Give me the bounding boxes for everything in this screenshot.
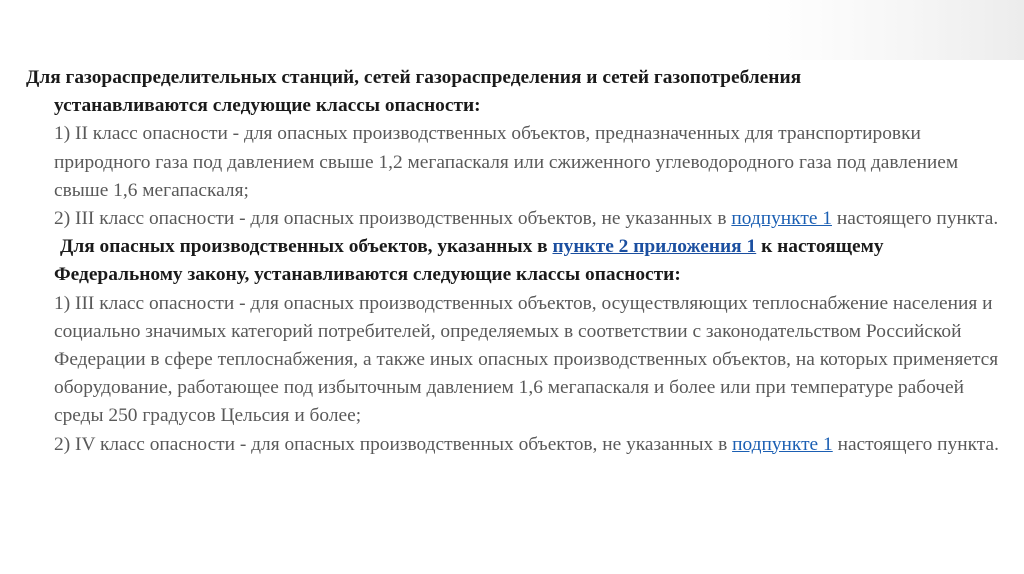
section2-item-2-tail: настоящего пункта. — [832, 433, 999, 455]
section1-heading-line1: Для газораспределительных станций, сетей газораспределения и сетей газопотребления — [26, 67, 802, 88]
slide-corner-shade — [764, 0, 1024, 60]
document-body — [26, 64, 1016, 459]
subpoint-1-link-2[interactable]: подпункте 1 — [732, 433, 833, 455]
section1-heading — [26, 64, 1016, 120]
section1-item-2 — [26, 205, 1016, 233]
section2-item-2 — [26, 431, 1016, 459]
section2-heading-text: Для опасных производственных объектов, указанных в — [60, 236, 553, 258]
section1-item-1: 1) II класс опасности - для опасных производственных объектов, предназначенных для транспортировки природного газа под давлением свыше 1,2 мегапаскаля или сжиженного углеводородного газа под давлением свыше 1,6 мегапаскаля; — [54, 123, 959, 201]
section2-heading — [26, 233, 1016, 289]
section2-item-1: 1) III класс опасности - для опасных производственных объектов, осуществляющих теплоснабжение населения и социально значимых категорий потребителей, определяемых в соответствии с законодательством Российской Федерации в сфере теплоснабжения, а также иных опасных производственных объектов, на которых применяется оборудование, работающее под избыточным давлением 1,6 мегапаскаля и более или при температуре рабочей среды 250 градусов Цельсия и более; — [54, 292, 999, 427]
section1-item-2-text: 2) III класс опасности - для опасных производственных объектов, не указанных в — [54, 208, 732, 230]
section1-item-2-tail: настоящего пункта. — [831, 208, 999, 230]
section2-item-2-text: 2) IV класс опасности - для опасных производственных объектов, не указанных в — [54, 433, 733, 455]
subpoint-1-link[interactable]: подпункте 1 — [731, 208, 832, 230]
section1-heading-line2: устанавливаются следующие классы опасности: — [54, 95, 481, 117]
appendix-link[interactable]: пункте 2 приложения 1 — [552, 236, 757, 258]
section2-heading-tail: к настоящему Федеральному закону, устанавливаются следующие классы опасности: — [54, 236, 884, 286]
